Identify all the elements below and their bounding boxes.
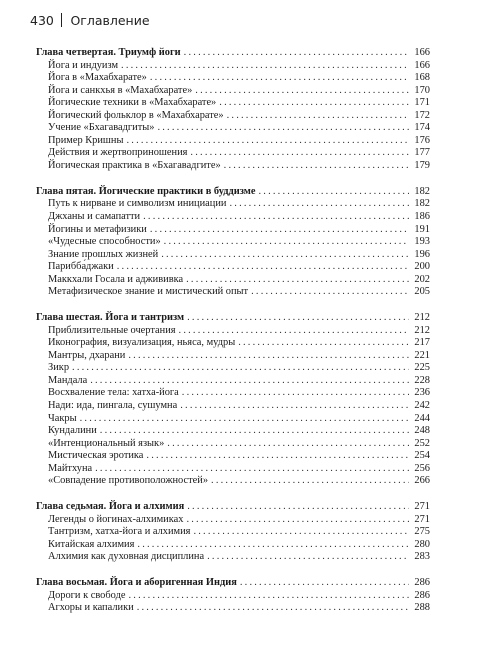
section-entry xyxy=(36,122,430,135)
chapter-entry xyxy=(36,501,430,514)
page-ref: 176 xyxy=(414,134,430,146)
page-ref: 172 xyxy=(414,109,430,121)
chapter-title: Глава шестая. Йога и тантризм xyxy=(36,312,185,324)
dot-leader xyxy=(146,450,409,463)
page-ref: 202 xyxy=(414,273,430,285)
section-entry xyxy=(36,261,430,274)
section-entry xyxy=(36,249,430,262)
page-ref: 252 xyxy=(414,437,430,449)
section-entry xyxy=(36,236,430,249)
section-entry xyxy=(36,286,430,299)
page-ref: 254 xyxy=(414,450,430,462)
page-ref: 182 xyxy=(414,185,430,197)
page-ref: 179 xyxy=(414,159,430,171)
page-ref: 283 xyxy=(414,551,430,563)
section-title: Йогины и метафизики xyxy=(48,223,147,235)
page-ref: 196 xyxy=(414,248,430,260)
chapter-entry xyxy=(36,577,430,590)
section-title: Майтхуна xyxy=(48,462,93,474)
table-of-contents xyxy=(36,47,430,628)
dot-leader xyxy=(258,186,409,199)
page-ref: 225 xyxy=(414,362,430,374)
page-number: 430 xyxy=(30,12,54,28)
dot-leader xyxy=(227,110,409,123)
section-entry xyxy=(36,85,430,98)
dot-leader xyxy=(229,198,409,211)
section-entry xyxy=(36,539,430,552)
section-title: Джханы и самапатти xyxy=(48,210,141,222)
section-title: Чакры xyxy=(48,412,77,424)
dot-leader xyxy=(184,47,409,60)
dot-leader xyxy=(251,286,409,299)
section-entry xyxy=(36,514,430,527)
section-title: Зикр xyxy=(48,362,70,374)
section-entry xyxy=(36,438,430,451)
dot-leader xyxy=(195,85,409,98)
chapter-title: Глава четвертая. Триумф йоги xyxy=(36,47,181,58)
page-ref: 248 xyxy=(414,425,430,437)
section-entry xyxy=(36,413,430,426)
section-title: Пример Кришны xyxy=(48,134,124,146)
section-entry xyxy=(36,400,430,413)
dot-leader xyxy=(137,539,409,552)
dot-leader xyxy=(167,438,409,451)
chapter-entry xyxy=(36,47,430,60)
chapter-block xyxy=(36,312,430,488)
page-ref: 228 xyxy=(414,374,430,386)
page-ref: 205 xyxy=(414,286,430,298)
running-title: Оглавление xyxy=(70,12,150,28)
section-title: Путь к нирване и символизм инициации xyxy=(48,198,227,210)
section-entry xyxy=(36,135,430,148)
section-entry xyxy=(36,160,430,173)
dot-leader xyxy=(126,135,409,148)
chapter-entry xyxy=(36,186,430,199)
dot-leader xyxy=(219,97,409,110)
section-entry xyxy=(36,110,430,123)
chapter-block xyxy=(36,47,430,172)
dot-leader xyxy=(128,590,409,603)
page-ref: 286 xyxy=(414,577,430,589)
section-title: Тантризм, хатха-йога и алхимия xyxy=(48,526,191,538)
section-title: Йогический фольклор в «Махабхарате» xyxy=(48,109,224,121)
page-ref: 212 xyxy=(414,324,430,336)
page-ref: 256 xyxy=(414,462,430,474)
page-ref: 193 xyxy=(414,236,430,248)
dot-leader xyxy=(157,122,409,135)
section-title: Приблизительные очертания xyxy=(48,324,176,336)
section-title: «Совпадение противоположностей» xyxy=(48,475,209,487)
page-ref: 171 xyxy=(414,97,430,109)
dot-leader xyxy=(187,312,409,325)
section-entry xyxy=(36,72,430,85)
section-entry xyxy=(36,551,430,564)
dot-leader xyxy=(80,413,409,426)
section-title: Маккхали Госала и аджививка xyxy=(48,273,184,285)
dot-leader xyxy=(180,400,409,413)
section-title: Мандала xyxy=(48,374,88,386)
page-header xyxy=(30,10,150,30)
section-entry xyxy=(36,60,430,73)
dot-leader xyxy=(150,224,409,237)
section-entry xyxy=(36,147,430,160)
section-title: Мистическая эротика xyxy=(48,450,144,462)
section-title: Дороги к свободе xyxy=(48,589,126,601)
section-title: Китайская алхимия xyxy=(48,538,135,550)
page-ref: 191 xyxy=(414,223,430,235)
dot-leader xyxy=(238,337,409,350)
section-title: Кундалини xyxy=(48,425,97,437)
chapter-block xyxy=(36,577,430,615)
page-ref: 221 xyxy=(414,349,430,361)
section-title: Действия и жертвоприношения xyxy=(48,147,188,159)
chapter-title: Глава пятая. Йогические практики в буддизме xyxy=(36,185,256,197)
section-entry xyxy=(36,425,430,438)
dot-leader xyxy=(143,211,409,224)
section-title: Учение «Бхагавадгиты» xyxy=(48,122,155,134)
dot-leader xyxy=(161,249,409,262)
section-entry xyxy=(36,350,430,363)
section-entry xyxy=(36,362,430,375)
section-entry xyxy=(36,526,430,539)
section-title: Иконография, визуализация, ньяса, мудры xyxy=(48,337,236,349)
section-title: Йогические техники в «Махабхарате» xyxy=(48,97,217,109)
page-ref: 275 xyxy=(414,526,430,538)
dot-leader xyxy=(187,501,409,514)
dot-leader xyxy=(224,160,409,173)
section-title: Метафизическое знание и мистический опыт xyxy=(48,286,249,298)
chapter-title: Глава седьмая. Йога и алхимия xyxy=(36,501,185,513)
section-title: «Интенциональный язык» xyxy=(48,437,165,449)
dot-leader xyxy=(190,147,409,160)
section-title: Йогическая практика в «Бхагавадгите» xyxy=(48,159,221,171)
page-ref: 266 xyxy=(414,475,430,487)
section-entry xyxy=(36,97,430,110)
section-entry xyxy=(36,602,430,615)
section-title: Йога и санкхья в «Махабхарате» xyxy=(48,84,193,96)
page-ref: 217 xyxy=(414,337,430,349)
section-title: Йога в «Махабхарате» xyxy=(48,72,147,84)
page-ref: 170 xyxy=(414,84,430,96)
section-title: Агхоры и капалики xyxy=(48,602,134,614)
dot-leader xyxy=(186,514,409,527)
section-entry xyxy=(36,463,430,476)
dot-leader xyxy=(193,526,409,539)
chapter-entry xyxy=(36,312,430,325)
dot-leader xyxy=(164,236,409,249)
page-ref: 166 xyxy=(414,47,430,58)
section-title: Восхваление тела: хатха-йога xyxy=(48,387,179,399)
section-entry xyxy=(36,387,430,400)
section-entry xyxy=(36,224,430,237)
section-title: Нади: ида, пингала, сушумна xyxy=(48,400,178,411)
page-ref: 182 xyxy=(414,198,430,210)
dot-leader xyxy=(117,261,409,274)
page-ref: 236 xyxy=(414,387,430,399)
section-entry xyxy=(36,274,430,287)
dot-leader xyxy=(240,577,409,590)
dot-leader xyxy=(186,274,409,287)
section-entry xyxy=(36,450,430,463)
page-ref: 174 xyxy=(414,122,430,134)
dot-leader xyxy=(207,551,409,564)
header-divider xyxy=(61,13,63,27)
section-entry xyxy=(36,590,430,603)
section-entry xyxy=(36,211,430,224)
page-ref: 177 xyxy=(414,147,430,159)
section-title: Знание прошлых жизней xyxy=(48,248,159,260)
chapter-block xyxy=(36,501,430,564)
dot-leader xyxy=(95,463,409,476)
page-ref: 242 xyxy=(414,400,430,411)
dot-leader xyxy=(100,425,409,438)
dot-leader xyxy=(121,60,409,73)
dot-leader xyxy=(90,375,409,388)
page-ref: 166 xyxy=(414,59,430,71)
page-ref: 200 xyxy=(414,261,430,273)
section-title: Йога и индуизм xyxy=(48,59,119,71)
section-title: Парибба́джаки xyxy=(48,261,114,273)
page-ref: 288 xyxy=(414,602,430,614)
section-title: «Чудесные способности» xyxy=(48,236,161,248)
page-ref: 280 xyxy=(414,538,430,550)
section-title: Мантры, дхарани xyxy=(48,349,126,361)
section-title: Алхимия как духовная дисциплина xyxy=(48,551,205,563)
page-ref: 186 xyxy=(414,210,430,222)
page-ref: 168 xyxy=(414,72,430,84)
page-ref: 212 xyxy=(414,312,430,324)
page-ref: 271 xyxy=(414,513,430,525)
section-entry xyxy=(36,375,430,388)
dot-leader xyxy=(128,350,409,363)
page-ref: 271 xyxy=(414,501,430,513)
dot-leader xyxy=(211,475,409,488)
page-ref: 286 xyxy=(414,589,430,601)
dot-leader xyxy=(182,387,409,400)
chapter-title: Глава восьмая. Йога и аборигенная Индия xyxy=(36,577,237,589)
dot-leader xyxy=(150,72,409,85)
section-entry xyxy=(36,475,430,488)
dot-leader xyxy=(179,325,409,338)
section-entry xyxy=(36,325,430,338)
page-ref: 244 xyxy=(414,412,430,424)
section-entry xyxy=(36,337,430,350)
section-entry xyxy=(36,198,430,211)
chapter-block xyxy=(36,186,430,299)
section-title: Легенды о йогинах-алхимиках xyxy=(48,513,184,525)
dot-leader xyxy=(137,602,409,615)
dot-leader xyxy=(72,362,409,375)
